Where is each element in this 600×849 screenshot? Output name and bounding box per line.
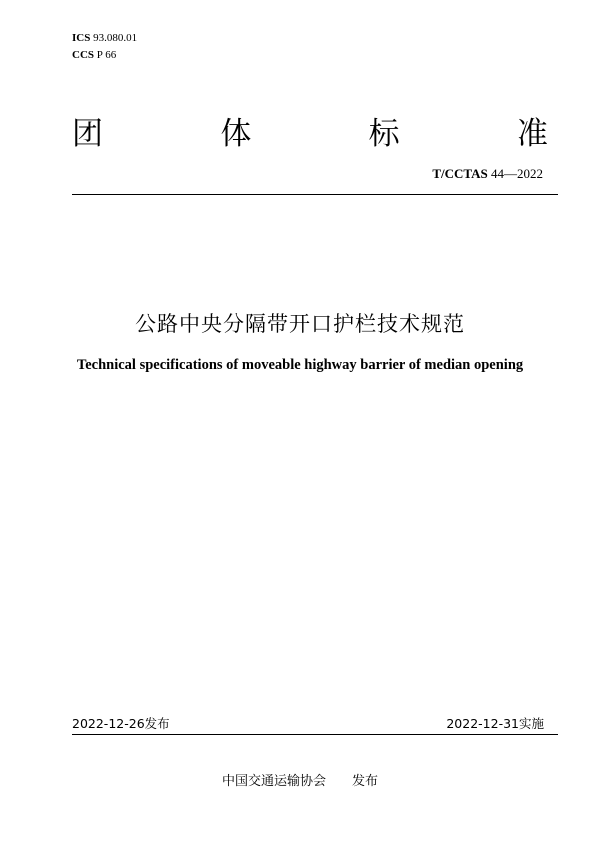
issuer-action: 发布 [352,774,379,789]
standard-type-title [72,110,548,150]
footer-divider [72,734,558,735]
issuer [0,770,600,789]
document-title-cn: 公路中央分隔带开口护栏技术规范 [135,312,465,336]
header-divider [72,194,558,195]
issuer-name: 中国交通运输协会 [221,774,326,789]
standard-number-value: 44—2022 [491,166,543,181]
title-char-4: 准 [516,115,548,152]
ccs-label: CCS [72,49,95,61]
title-char-1: 团 [72,115,103,152]
ics-line [72,32,137,45]
standard-prefix: T/CCTAS [432,166,488,181]
standard-number [432,166,543,182]
title-char-3: 标 [368,115,400,152]
ics-code: 93.080.01 [93,32,138,44]
ccs-code: P 66 [96,49,117,61]
implement-date: 2022-12-31实施 [446,716,544,731]
document-title-en: Technical specifications of moveable highway barrier of median opening [76,357,524,373]
ccs-line [72,49,116,62]
ics-label: ICS [72,32,91,44]
issue-date: 2022-12-26发布 [72,716,170,731]
title-char-2: 体 [220,115,252,152]
